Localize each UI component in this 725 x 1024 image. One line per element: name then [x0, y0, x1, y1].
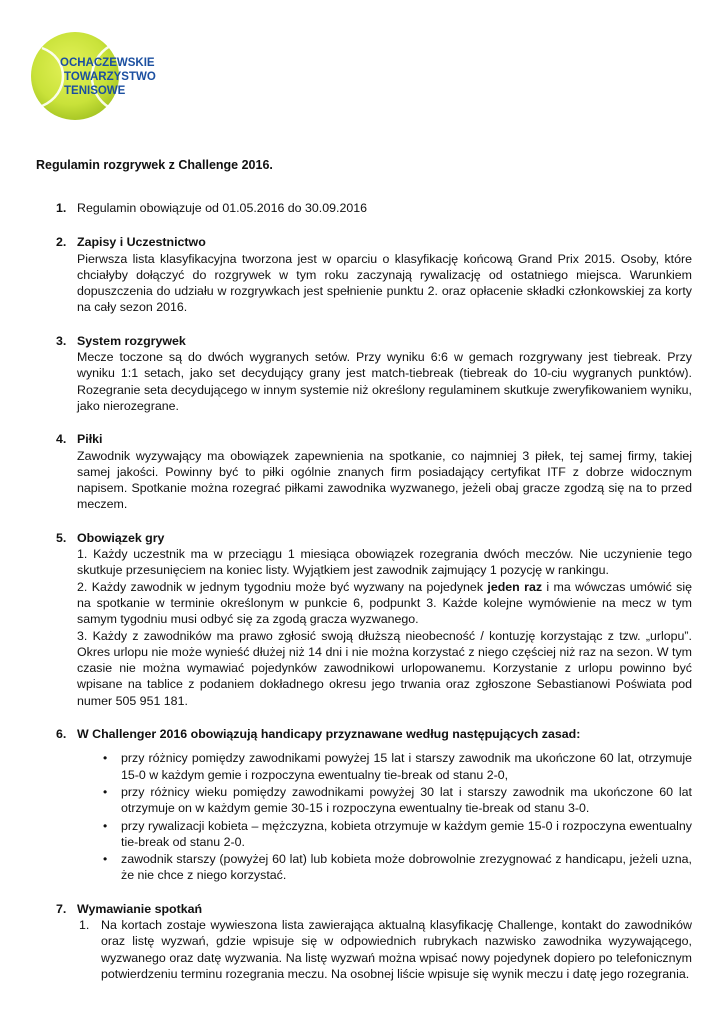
regulations-body: [36, 200, 692, 999]
list-item-text: zawodnik starszy (powyżej 60 lat) lub kobieta może dobrowolnie zrezygnować z handicapu, jeżeli uzna, że nie chce z niego korzystać.: [121, 852, 692, 883]
section-1-text: Regulamin obowiązuje od 01.05.2016 do 30.09.2016: [77, 201, 368, 215]
list-item: [77, 851, 692, 884]
section-number: 7.: [56, 901, 67, 916]
section-7: [36, 901, 692, 982]
bullet-icon: •: [103, 818, 108, 833]
section-number: 2.: [56, 235, 67, 250]
section-5-paragraph-3: 3. Każdy z zawodników ma prawo zgłosić swoją dłuższą nieobecność / kontuzję korzystając z tzw. „urlopu”. Okres urlopu nie może wynieść dłużej niż 14 dni i nie można korzystać z niego częściej niż raz na sezon. W tym czasie nie można wymawiać pojedynków zawodnikowi urlopowanemu. Korzystanie z urlopu powinno być wpisane na tablice z podaniem dokładnego okresu jego trwania oraz zgłoszone Sebastianowi Poświata pod numer 505 951 181.: [77, 628, 692, 708]
tennis-ball-logo-graphic: [30, 28, 180, 124]
section-heading: Obowiązek gry: [77, 530, 165, 545]
section-heading: Zapisy i Uczestnictwo: [77, 235, 206, 250]
section-2-text: Pierwsza lista klasyfikacyjna tworzona jest w oparciu o klasyfikację końcową Grand Prix 2015. Osoby, które chciałyby dołączyć do rozgrywek w tym roku zaczynają rywalizację od ostatniego miejsca. Warunkiem dopuszczenia do udziału w rozgrywkach jest spełnienie punktu 2. oraz opłacenie składki członkowskiej za korty na cały sezon 2016.: [77, 251, 692, 315]
section-5-paragraph-1: 1. Każdy uczestnik ma w przeciągu 1 miesiąca obowiązek rozegrania dwóch meczów. Nie uczynienie tego skutkuje przesunięciem na koniec listy. Wyjątkiem jest zawodnik zajmujący 1 pozycję w rankingu.: [77, 547, 692, 578]
paragraph-2-end: i ma wówczas umówić się na spotkanie w terminie określonym w punkcie 6, podpunkt 3. Każde kolejne wymówienie na mecz w tym samym tygodniu musi odbyć się za zgodą gracza wyzwanego.: [77, 579, 692, 627]
list-item: [77, 818, 692, 851]
list-item: [77, 784, 692, 817]
section-number: 5.: [56, 530, 67, 545]
section-heading: System rozgrywek: [77, 333, 186, 348]
list-item-text: przy rywalizacji kobieta – mężczyzna, kobieta otrzymuje w każdym gemie 15-0 i rozpoczyna ewentualny tie-break od stanu 2-0.: [121, 818, 692, 849]
document-title: Regulamin rozgrywek z Challenge 2016.: [36, 158, 273, 172]
club-logo: [30, 28, 180, 124]
section-number: 3.: [56, 333, 67, 348]
logo-line-1: OCHACZEWSKIE: [60, 57, 155, 69]
list-item: [77, 750, 692, 783]
logo-line-2: TOWARZYSTWO: [64, 71, 156, 83]
bullet-icon: •: [103, 852, 108, 867]
match-scheduling-list: [77, 917, 692, 982]
section-4-text: Zawodnik wyzywający ma obowiązek zapewnienia na spotkanie, co najmniej 3 piłek, tej samej firmy, takiej samej jakości. Powinny być to piłki ogólnie znanych firm posiadający certyfikat ITF z dobrze widocznym napisem. Spotkanie można rozegrać piłkami zawodnika wyzwanego, jeżeli obaj gracze zgodzą się na to przed meczem.: [77, 448, 692, 512]
paragraph-2-start: 2. Każdy zawodnik w jednym tygodniu może być wyzwany na pojedynek: [77, 579, 488, 594]
section-heading: W Challenger 2016 obowiązują handicapy przyznawane według następujących zasad:: [77, 727, 581, 742]
bullet-icon: •: [103, 751, 108, 766]
item-number: 1.: [79, 917, 90, 932]
section-heading: Piłki: [77, 432, 103, 447]
section-number: 6.: [56, 727, 67, 742]
logo-line-3: TENISOWE: [64, 85, 126, 97]
bullet-icon: •: [103, 784, 108, 799]
section-number: 1.: [56, 201, 67, 215]
section-3-text: Mecze toczone są do dwóch wygranych setów. Przy wyniku 6:6 w gemach rozgrywany jest tiebreak. Przy wyniku 1:1 setach, jako set decydujący grany jest match-tiebreak (tiebreak do 10-ciu wygranych punktów). Rozegranie seta decydującego w innym systemie niż określony regulaminem skutkuje zweryfikowaniem wyniku, jako nierozegrane.: [77, 350, 692, 413]
section-number: 4.: [56, 432, 67, 447]
section-6: [36, 726, 692, 884]
section-5-paragraph-2: [77, 579, 692, 628]
section-7-text: [77, 917, 692, 982]
section-5: [36, 530, 692, 709]
list-item: [77, 917, 692, 982]
list-item-text: Na kortach zostaje wywieszona lista zawierająca aktualną klasyfikację Challenge, kontakt do zawodników oraz listę wyzwań, gdzie wpisuje się w odpowiednich rubrykach nazwisko zawodnika wyzywającego, wyzwanego oraz datę wyzwania. Na listę wyzwań można wpisać nowy pojedynek dopiero po telefonicznym potwierdzeniu terminu rozegrania meczu. Na osobnej liście wpisuje się wynik meczu i datę jego rozegrania.: [101, 917, 692, 981]
section-5-text: [77, 546, 692, 709]
section-4: [36, 431, 692, 512]
section-3: [36, 333, 692, 414]
section-6-list: [77, 750, 692, 883]
list-item-text: przy różnicy pomiędzy zawodnikami powyżej 15 lat i starszy zawodnik ma ukończone 60 lat, otrzymuje 15-0 w każdym gemie i rozpoczyna ewentualny tie-break od stanu 2-0,: [121, 751, 692, 782]
emphasis-once: jeden raz: [487, 579, 543, 594]
section-1: [36, 200, 692, 216]
section-heading: Wymawianie spotkań: [77, 901, 203, 916]
section-2: [36, 234, 692, 315]
handicap-list: [77, 750, 692, 883]
list-item-text: przy różnicy wieku pomiędzy zawodnikami powyżej 30 lat i starszy zawodnik ma ukończone 60 lat otrzymuje on w każdym gemie 30-15 i rozpoczyna ewentualny tie-break od stanu 3-0.: [121, 784, 692, 816]
